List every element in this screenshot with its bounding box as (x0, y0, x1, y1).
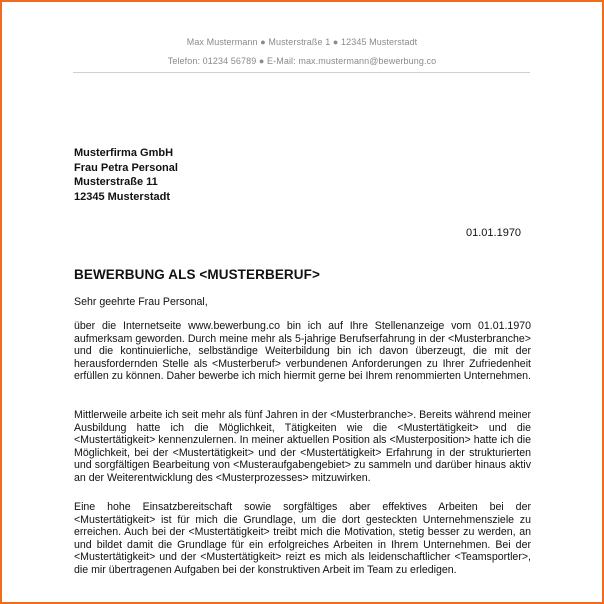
letter-date: 01.01.1970 (466, 227, 522, 239)
letter-subject: BEWERBUNG ALS <MUSTERBERUF> (74, 267, 320, 282)
recipient-person: Frau Petra Personal (74, 161, 178, 174)
recipient-address (74, 146, 178, 204)
body-paragraph-2: Mittlerweile arbeite ich seit mehr als fünf Jahren in der <Musterbranche>. Bereits während meiner Ausbildung hatte ich die Möglichkeit, Tätigkeiten wie die <Mustertätigkeit> und die <Mustertätigkeit> kennenzulernen. In meiner aktuellen Position als <Musterposition> hatte ich die Möglichkeit, bei der <Mustertätigkeit> und der <Mustertätigkeit> Erfahrung in der strukturierten und sorgfältigen Bearbeitung von <Musteraufgabengebiet> zu sammeln und darüber hinaus aktiv an der Weiterentwicklung des <Musterprozesses> mitzuwirken. (74, 409, 531, 484)
recipient-city: 12345 Musterstadt (74, 190, 170, 203)
body-paragraph-3: Eine hohe Einsatzbereitschaft sowie sorgfältiges aber effektives Arbeiten bei der <Mustertätigkeit> ist für mich die Grundlage, um die dort gesteckten Unternehmensziele zu erreichen. Auch bei der <Mustertätigkeit> treibt mich die Motivation, stetig besser zu werden, an und bildet damit die Grundlage für ein erfolgreiches Arbeiten in Ihrem Unternehmen. Bei der <Mustertätigkeit> und der <Mustertätigkeit> reizt es mich als leidenschaftlicher <Teamsportler>, die mir übertragenen Aufgaben bei der konstruktiven Arbeit im Team zu erledigen. (74, 501, 531, 576)
recipient-company: Musterfirma GmbH (74, 147, 174, 159)
header-divider (73, 72, 530, 73)
sender-contact-line: Telefon: 01234 56789 ● E-Mail: max.mustermann@bewerbung.co (167, 56, 437, 66)
salutation: Sehr geehrte Frau Personal, (74, 296, 208, 308)
recipient-street: Musterstraße 11 (74, 176, 158, 188)
body-paragraph-1: über die Internetseite www.bewerbung.co bin ich auf Ihre Stellenanzeige vom 01.01.1970 aufmerksam geworden. Durch meine mehr als 5-jahrige Berufserfahrung in der <Musterbranche> und die kontinuierliche, selbständige Weiterbildung bin ich davon überzeugt, die mit der herausfordernden Stelle als <Musterberuf> verbundenen Anforderungen zu Ihrer Zufriedenheit erfüllen zu können. Daher bewerbe ich mich hiermit gerne bei Ihrem renommierten Unternehmen. (74, 320, 531, 382)
sender-address-line: Max Mustermann ● Musterstraße 1 ● 12345 Musterstadt (186, 37, 418, 47)
